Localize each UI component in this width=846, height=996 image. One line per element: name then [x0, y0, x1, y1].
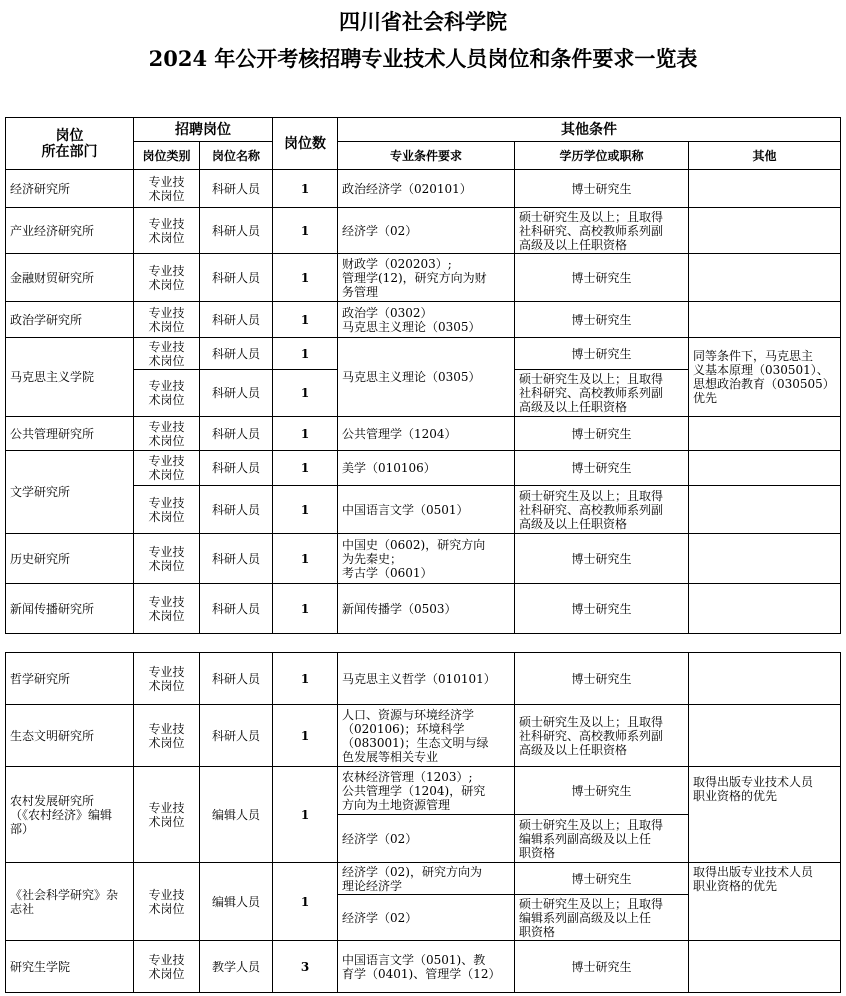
post-name-cell: 科研人员 — [200, 338, 273, 370]
post-name-cell: 科研人员 — [200, 302, 273, 338]
major-cell: 中国史（0602)，研究方向 为先秦史； 考古学（0601） — [338, 534, 515, 584]
major-cell: 马克思主义理论（0305） — [338, 338, 515, 417]
table-row — [6, 208, 841, 254]
category-cell: 专业技 术岗位 — [134, 451, 200, 486]
table-row — [6, 705, 841, 767]
post-name-cell: 科研人员 — [200, 534, 273, 584]
header-post-category: 岗位类别 — [134, 142, 200, 170]
count-cell: 1 — [273, 584, 338, 634]
major-cell: 财政学（020203）; 管理学(12)，研究方向为财 务管理 — [338, 254, 515, 302]
post-name-cell: 科研人员 — [200, 254, 273, 302]
dept-cell: 经济研究所 — [6, 170, 134, 208]
major-cell: 经济学（02） — [338, 895, 515, 941]
major-cell: 人口、资源与环境经济学 （020106)；环境科学 （083001)；生态文明与绿 色发展等相关专业 — [338, 705, 515, 767]
header-recruit-post: 招聘岗位 — [134, 118, 273, 142]
dept-cell: 公共管理研究所 — [6, 417, 134, 451]
other-cell — [689, 254, 841, 302]
education-cell: 博士研究生 — [515, 767, 689, 815]
other-cell — [689, 302, 841, 338]
other-cell: 取得出版专业技术人员 职业资格的优先 — [689, 863, 841, 941]
count-cell: 1 — [273, 417, 338, 451]
count-cell: 1 — [273, 653, 338, 705]
other-cell — [689, 170, 841, 208]
major-cell: 马克思主义哲学（010101） — [338, 653, 515, 705]
education-cell: 博士研究生 — [515, 417, 689, 451]
other-cell — [689, 486, 841, 534]
category-cell: 专业技 术岗位 — [134, 370, 200, 417]
table-row — [6, 417, 841, 451]
education-cell: 博士研究生 — [515, 863, 689, 895]
post-name-cell: 科研人员 — [200, 653, 273, 705]
table-row — [6, 534, 841, 584]
post-name-cell: 科研人员 — [200, 486, 273, 534]
education-cell: 博士研究生 — [515, 338, 689, 370]
post-name-cell: 科研人员 — [200, 370, 273, 417]
major-cell: 新闻传播学（0503） — [338, 584, 515, 634]
category-cell: 专业技 术岗位 — [134, 767, 200, 863]
table-row — [6, 254, 841, 302]
dept-cell: 哲学研究所 — [6, 653, 134, 705]
major-cell: 美学（010106） — [338, 451, 515, 486]
post-name-cell: 编辑人员 — [200, 767, 273, 863]
education-cell: 硕士研究生及以上；且取得 编辑系列副高级及以上任 职资格 — [515, 895, 689, 941]
table-row — [6, 338, 841, 370]
dept-cell: 新闻传播研究所 — [6, 584, 134, 634]
dept-cell: 马克思主义学院 — [6, 338, 134, 417]
count-cell: 3 — [273, 941, 338, 993]
header-education: 学历学位或职称 — [515, 142, 689, 170]
post-name-cell: 科研人员 — [200, 417, 273, 451]
category-cell: 专业技 术岗位 — [134, 254, 200, 302]
category-cell: 专业技 术岗位 — [134, 863, 200, 941]
major-cell: 经济学（02） — [338, 815, 515, 863]
other-cell — [689, 705, 841, 767]
category-cell: 专业技 术岗位 — [134, 941, 200, 993]
category-cell: 专业技 术岗位 — [134, 338, 200, 370]
post-name-cell: 科研人员 — [200, 705, 273, 767]
other-cell — [689, 451, 841, 486]
header-post-count: 岗位数 — [273, 118, 338, 170]
major-cell: 农林经济管理（1203）; 公共管理学（1204)，研究 方向为土地资源管理 — [338, 767, 515, 815]
header-other: 其他 — [689, 142, 841, 170]
major-cell: 中国语言文学（0501） — [338, 486, 515, 534]
education-cell: 博士研究生 — [515, 653, 689, 705]
post-name-cell: 科研人员 — [200, 170, 273, 208]
category-cell: 专业技 术岗位 — [134, 705, 200, 767]
category-cell: 专业技 术岗位 — [134, 302, 200, 338]
dept-cell: 金融财贸研究所 — [6, 254, 134, 302]
education-cell: 硕士研究生及以上；且取得 社科研究、高校教师系列副 高级及以上任职资格 — [515, 370, 689, 417]
other-cell — [689, 534, 841, 584]
table-row — [6, 941, 841, 993]
education-cell: 博士研究生 — [515, 451, 689, 486]
page-title-line1: 四川省社会科学院 — [339, 9, 507, 34]
education-cell: 博士研究生 — [515, 170, 689, 208]
post-name-cell: 科研人员 — [200, 584, 273, 634]
dept-cell: 农村发展研究所 （《农村经济》编辑 部） — [6, 767, 134, 863]
count-cell: 1 — [273, 705, 338, 767]
category-cell: 专业技 术岗位 — [134, 170, 200, 208]
category-cell: 专业技 术岗位 — [134, 534, 200, 584]
category-cell: 专业技 术岗位 — [134, 584, 200, 634]
post-name-cell: 科研人员 — [200, 451, 273, 486]
education-cell: 博士研究生 — [515, 941, 689, 993]
category-cell: 专业技 术岗位 — [134, 653, 200, 705]
count-cell: 1 — [273, 302, 338, 338]
dept-cell: 研究生学院 — [6, 941, 134, 993]
page-title-line2: 2024 年公开考核招聘专业技术人员岗位和条件要求一览表 — [148, 46, 698, 71]
education-cell: 博士研究生 — [515, 254, 689, 302]
post-name-cell: 编辑人员 — [200, 863, 273, 941]
other-cell — [689, 584, 841, 634]
header-dept: 岗位 所在部门 — [6, 118, 134, 170]
post-name-cell: 科研人员 — [200, 208, 273, 254]
count-cell: 1 — [273, 534, 338, 584]
major-cell: 公共管理学（1204） — [338, 417, 515, 451]
other-cell — [689, 208, 841, 254]
header-other-conditions: 其他条件 — [338, 118, 841, 142]
count-cell: 1 — [273, 370, 338, 417]
major-cell: 政治学（0302） 马克思主义理论（0305） — [338, 302, 515, 338]
education-cell: 硕士研究生及以上；且取得 社科研究、高校教师系列副 高级及以上任职资格 — [515, 208, 689, 254]
major-cell: 经济学（02)，研究方向为 理论经济学 — [338, 863, 515, 895]
dept-cell: 政治学研究所 — [6, 302, 134, 338]
education-cell: 博士研究生 — [515, 584, 689, 634]
header-major-req: 专业条件要求 — [338, 142, 515, 170]
other-cell — [689, 417, 841, 451]
other-cell: 取得出版专业技术人员 职业资格的优先 — [689, 767, 841, 863]
count-cell: 1 — [273, 254, 338, 302]
category-cell: 专业技 术岗位 — [134, 417, 200, 451]
other-cell — [689, 941, 841, 993]
category-cell: 专业技 术岗位 — [134, 486, 200, 534]
count-cell: 1 — [273, 486, 338, 534]
other-cell: 同等条件下，马克思主 义基本原理（030501）、 思想政治教育（030505） 优先 — [689, 338, 841, 417]
table-row — [6, 302, 841, 338]
dept-cell: 《社会科学研究》杂 志社 — [6, 863, 134, 941]
table-row — [6, 170, 841, 208]
major-cell: 中国语言文学（0501)、教 育学（0401)、管理学（12） — [338, 941, 515, 993]
dept-cell: 历史研究所 — [6, 534, 134, 584]
major-cell: 经济学（02） — [338, 208, 515, 254]
recruitment-table-part2 — [5, 652, 841, 993]
header-post-name: 岗位名称 — [200, 142, 273, 170]
table-row — [6, 451, 841, 486]
education-cell: 硕士研究生及以上；且取得 编辑系列副高级及以上任 职资格 — [515, 815, 689, 863]
count-cell: 1 — [273, 863, 338, 941]
education-cell: 博士研究生 — [515, 534, 689, 584]
category-cell: 专业技 术岗位 — [134, 208, 200, 254]
dept-cell: 生态文明研究所 — [6, 705, 134, 767]
count-cell: 1 — [273, 170, 338, 208]
count-cell: 1 — [273, 208, 338, 254]
other-cell — [689, 653, 841, 705]
recruitment-table-part1 — [5, 117, 841, 634]
major-cell: 政治经济学（020101） — [338, 170, 515, 208]
count-cell: 1 — [273, 451, 338, 486]
count-cell: 1 — [273, 767, 338, 863]
table-row — [6, 863, 841, 895]
education-cell: 博士研究生 — [515, 302, 689, 338]
count-cell: 1 — [273, 338, 338, 370]
education-cell: 硕士研究生及以上；且取得 社科研究、高校教师系列副 高级及以上任职资格 — [515, 705, 689, 767]
table-row — [6, 653, 841, 705]
education-cell: 硕士研究生及以上；且取得 社科研究、高校教师系列副 高级及以上任职资格 — [515, 486, 689, 534]
dept-cell: 文学研究所 — [6, 451, 134, 534]
post-name-cell: 教学人员 — [200, 941, 273, 993]
dept-cell: 产业经济研究所 — [6, 208, 134, 254]
table-row — [6, 767, 841, 815]
table-row — [6, 584, 841, 634]
